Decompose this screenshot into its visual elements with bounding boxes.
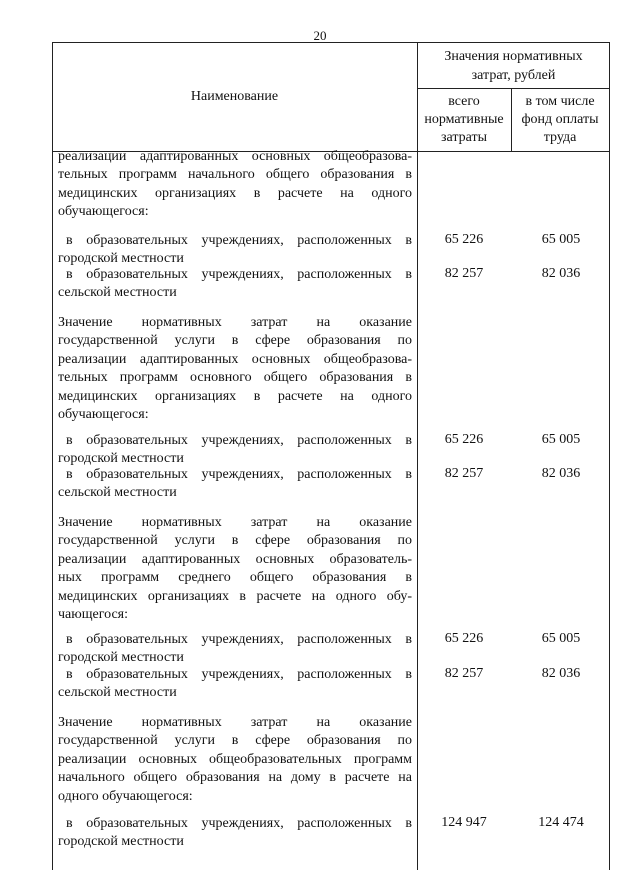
wage-fund-value: 65 005 <box>541 232 581 247</box>
table-row: в образовательных учреждениях, расположенных в городской местности <box>58 433 412 466</box>
total-cost-value: 82 257 <box>444 466 484 481</box>
wage-fund-value: 82 036 <box>541 666 581 681</box>
total-cost-value: 65 226 <box>444 432 484 447</box>
table-row: в образовательных учреждениях, расположенных в городской местности <box>58 632 412 665</box>
total-cost-value: 124 947 <box>441 815 487 830</box>
total-cost-value: 82 257 <box>444 666 484 681</box>
section-4-text: Значение нормативных затрат на оказание государственной услуги в сфере образования по реализации основных общеобразовательных программ начального общего образования на дому в расчете на одного обучающегося: <box>58 715 412 804</box>
wage-fund-value: 65 005 <box>541 631 581 646</box>
table-row: в образовательных учреждениях, расположенных в сельской местности <box>58 467 412 500</box>
total-cost-value: 82 257 <box>444 266 484 281</box>
wage-fund-value: 124 474 <box>538 815 584 830</box>
wage-fund-value: 82 036 <box>541 466 581 481</box>
table-row: в образовательных учреждениях, расположенных в сельской местности <box>58 267 412 300</box>
section-3-text: Значение нормативных затрат на оказание государственной услуги в сфере образования по реализации адаптированных основных образователь- ных программ среднего общего образования в медицинских организациях в расчете на одного обу- чающегося: <box>58 515 412 623</box>
header-wage-fund: в том числе фонд оплаты труда <box>521 94 599 145</box>
table-row: в образовательных учреждениях, расположенных в городской местности <box>58 816 412 849</box>
total-cost-value: 65 226 <box>444 631 484 646</box>
wage-fund-value: 65 005 <box>541 432 581 447</box>
table-row: в образовательных учреждениях, расположенных в сельской местности <box>58 667 412 700</box>
page-number: 20 <box>313 28 327 43</box>
table-row: в образовательных учреждениях, расположенных в городской местности <box>58 233 412 266</box>
header-name: Наименование <box>190 89 279 104</box>
total-cost-value: 65 226 <box>444 232 484 247</box>
table-header <box>52 42 610 152</box>
section-1-text: реализации адаптированных основных общеобразова- тельных программ начального общего образования в медицинских организациях в расчете на одного обучающегося: <box>58 149 412 220</box>
wage-fund-value: 82 036 <box>541 266 581 281</box>
header-total-costs: всего нормативные затраты <box>424 94 504 145</box>
section-2-text: Значение нормативных затрат на оказание государственной услуги в сфере образования по реализации адаптированных основных общеобразова- тельных программ основного общего образования в медицинских организациях в расчете на одного обучающегося: <box>58 315 412 423</box>
header-values-group: Значения нормативных затрат, рублей <box>444 49 583 83</box>
table-body <box>52 150 610 870</box>
